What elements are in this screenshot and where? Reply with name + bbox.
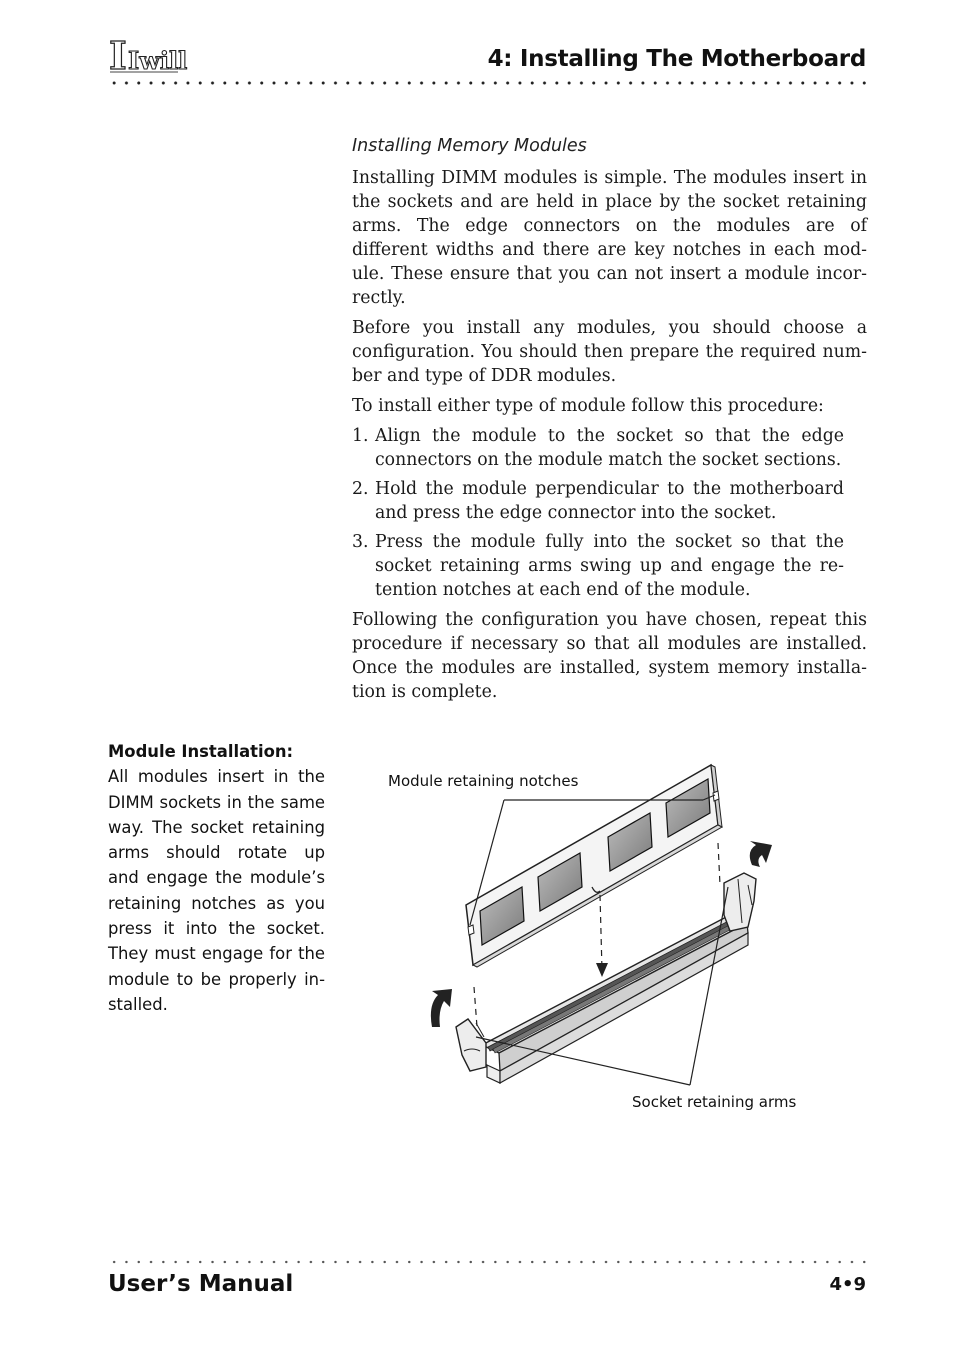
sidebar-body: All modules insert in the DIMM sockets in the same way. The socket retaining arms should rotate up and engage the module’s retaining notches as you press it into the socket. They must engage for the module to be properly installed.	[108, 767, 325, 1014]
paragraph: To install either type of module follow this procedure:	[352, 396, 824, 416]
footer-dotted-rule	[108, 1260, 866, 1264]
section-subheading: Installing Memory Modules	[352, 136, 587, 156]
procedure-steps	[352, 424, 844, 602]
step-item	[352, 477, 844, 525]
label-socket-retaining-arms: Socket retaining arms	[632, 1093, 797, 1111]
step-item	[352, 424, 844, 472]
logo-wordmark: Iwill	[128, 46, 188, 75]
header-dotted-rule	[108, 81, 866, 85]
step-item	[352, 530, 844, 602]
dimm-illustration	[352, 755, 867, 1125]
sidebar-note	[108, 739, 325, 1017]
step-number: 3.	[352, 532, 369, 552]
step-number: 2.	[352, 479, 369, 499]
step-text: Hold the module perpendicular to the motherboard and press the edge connector into the socket.	[375, 479, 844, 523]
left-retaining-arm	[456, 1019, 486, 1071]
label-module-retaining-notches: Module retaining notches	[388, 772, 579, 790]
step-text: Press the module fully into the socket so that the socket retaining arms swing up and engage the retention notches at each end of the module.	[375, 532, 844, 600]
page-number: 4•9	[829, 1274, 866, 1295]
rotate-arrow-left-icon	[431, 989, 452, 1027]
iwill-logo	[108, 33, 188, 78]
footer-title: User’s Manual	[108, 1271, 294, 1297]
chapter-title: 4: Installing The Motherboard	[487, 46, 866, 72]
main-content	[352, 134, 867, 710]
paragraph: Installing DIMM modules is simple. The modules insert in the sockets and are held in place by the socket retaining arms. The edge connectors on the modules are of different widths and there are key notches in each module. These ensure that you can not insert a module incorrectly.	[352, 168, 867, 308]
svg-text:I: I	[109, 33, 127, 78]
rotate-arrow-right-icon	[750, 841, 772, 867]
right-retaining-arm	[724, 873, 756, 931]
sidebar-title: Module Installation:	[108, 742, 294, 761]
step-number: 1.	[352, 426, 369, 446]
paragraph: Following the configuration you have chosen, repeat this procedure if necessary so that all modules are installed. Once the modules are installed, system memory installation is complete.	[352, 610, 867, 702]
step-text: Align the module to the socket so that the edge connectors on the module match the socket sections.	[375, 426, 844, 470]
paragraph: Before you install any modules, you should choose a configuration. You should then prepare the required number and type of DDR modules.	[352, 318, 867, 386]
memory-module	[466, 765, 722, 967]
dimm-installation-figure	[352, 755, 867, 1125]
